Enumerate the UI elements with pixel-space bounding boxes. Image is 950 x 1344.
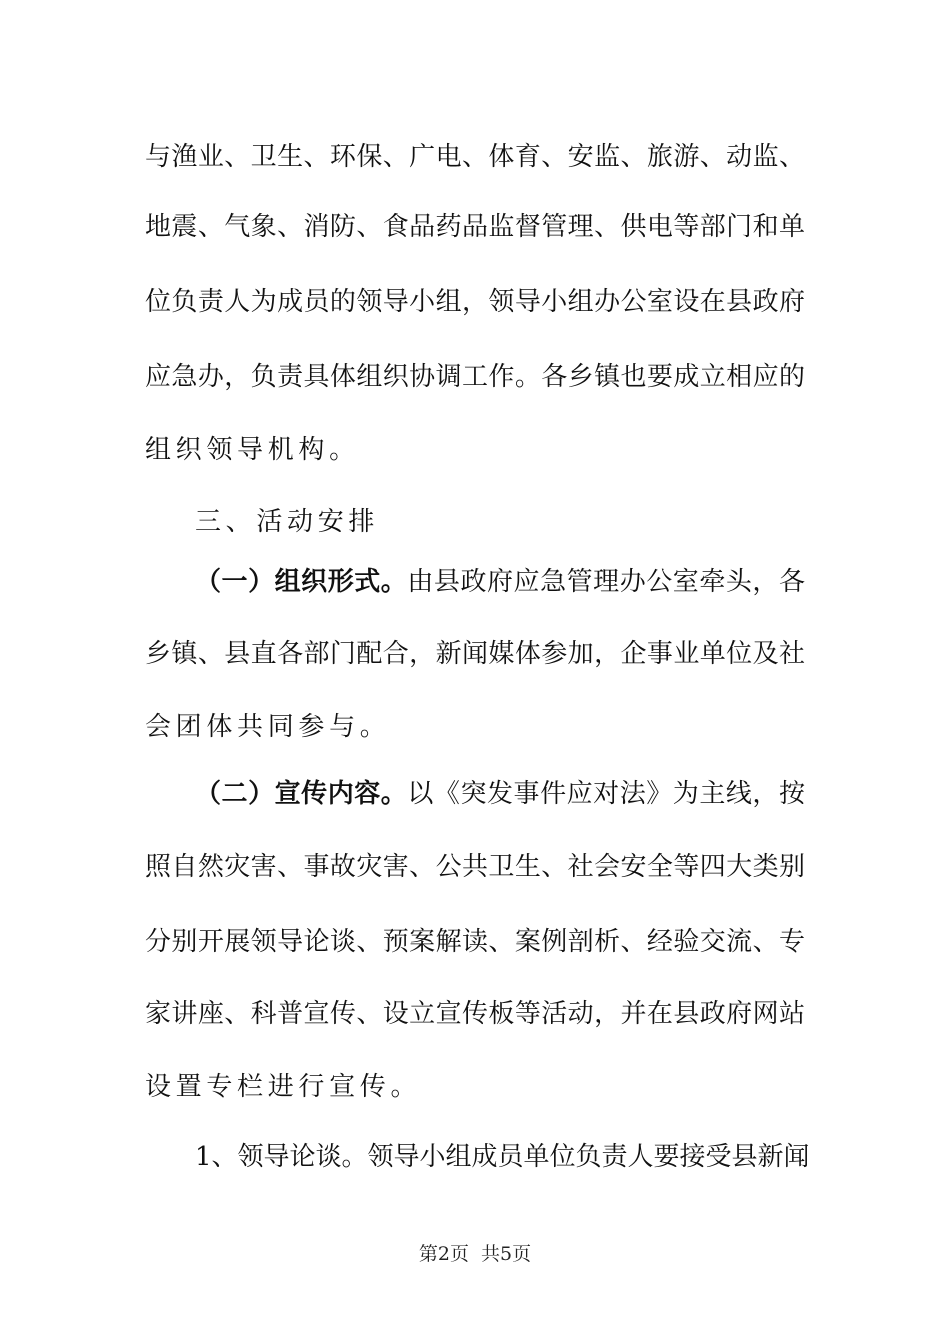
page-footer [0,1240,950,1268]
body-text-line: 组织领导机构。 [145,435,360,465]
body-text-line: 应急办，负责具体组织协调工作。各乡镇也要成立相应的 [145,362,805,392]
paragraph-lead-bold: （二）宣传内容。 [195,779,408,809]
paragraph-first-line [195,777,805,811]
body-text-line: 地震、气象、消防、食品药品监督管理、供电等部门和单 [145,212,805,242]
body-text-line: 家讲座、科普宣传、设立宣传板等活动，并在县政府网站 [145,999,805,1029]
body-text-line: 会团体共同参与。 [145,712,391,742]
body-text-line: 照自然灾害、事故灾害、公共卫生、社会安全等四大类别 [145,852,805,882]
section-heading: 三、活动安排 [195,507,380,537]
body-text-line: 与渔业、卫生、环保、广电、体育、安监、旅游、动监、 [145,142,805,172]
paragraph-lead-bold: （一）组织形式。 [195,567,408,597]
body-text-line: 位负责人为成员的领导小组，领导小组办公室设在县政府 [145,287,805,317]
body-text-line: 乡镇、县直各部门配合，新闻媒体参加，企事业单位及社 [145,639,805,669]
body-text-line: 设置专栏进行宣传。 [145,1072,422,1102]
body-text-line: 分别开展领导论谈、预案解读、案例剖析、经验交流、专 [145,927,805,957]
page-total: 共5页 [481,1243,532,1265]
page-number: 第2页 [418,1243,469,1265]
paragraph-lead-rest: 以《突发事件应对法》为主线，按 [407,779,805,809]
paragraph-lead-rest: 由县政府应急管理办公室牵头，各 [407,567,805,597]
list-item-line: 1、领导论谈。领导小组成员单位负责人要接受县新闻 [195,1142,810,1172]
paragraph-first-line [195,565,805,599]
